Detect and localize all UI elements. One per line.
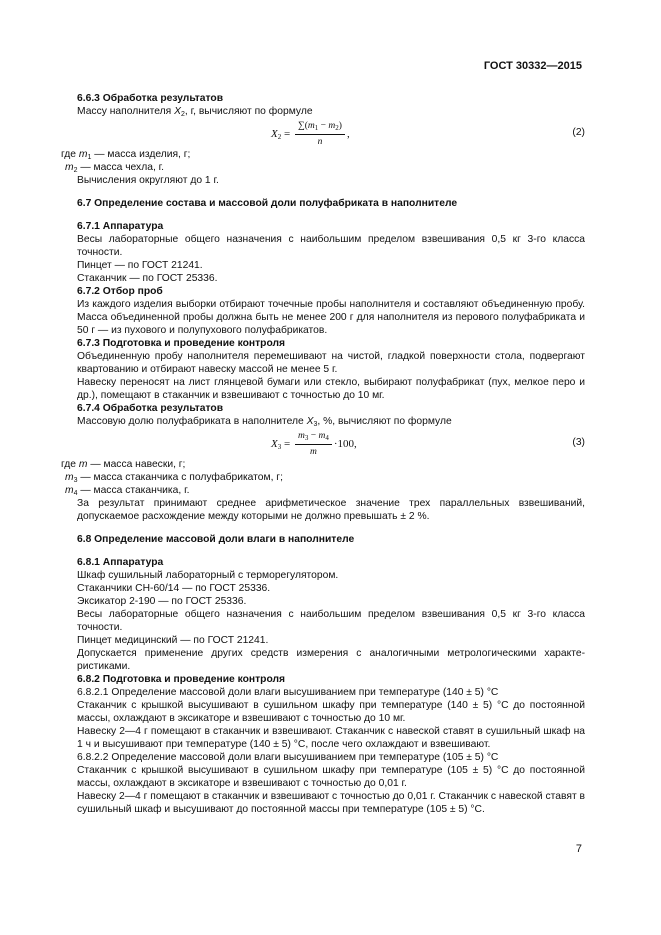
s681-p6: Допускается применение других средств измерения с аналогичными метрологическими характе-ристиками. (77, 648, 585, 672)
s674-where-3: $m_4$ — масса стаканчика, г. (65, 485, 190, 497)
section-title-6-8-1: 6.8.1 Аппаратура (77, 557, 164, 568)
s6821-p2: Навеску 2—4 г помещают в стаканчик и взвешивают. Стаканчик с навеской ставят в сушильный шкаф на 1 ч и высушивают при температуре (140 ± 5) °С, после чего охлаждают и взвешивают. (77, 726, 585, 750)
s672-p1: Из каждого изделия выборки отбирают точечные пробы наполнителя и составляют объединенную пробу. Масса объединенной пробы должна быть не менее 200 г для наполнителя из перового полуфабриката и 50 г — из пухового и полупухового полуфабрикатов. (77, 299, 585, 336)
section-title-6-7: 6.7 Определение состава и массовой доли полуфабриката в наполнителе (77, 198, 458, 209)
s663-where-2: $m_2$ — масса чехла, г. (65, 162, 165, 174)
s681-p4: Весы лабораторные общего назначения с наибольшим пределом взвешивания 0,5 кг 3-го класса точности. (77, 609, 585, 633)
s681-p2: Стаканчики СН-60/14 — по ГОСТ 25336. (77, 583, 271, 594)
s674-where-1: где m — масса навески, г; (61, 459, 186, 470)
s674-intro: Массовую долю полуфабриката в наполнителе $X_3$, %, вычисляют по формуле (77, 416, 452, 428)
s6822-title: 6.8.2.2 Определение массовой доли влаги высушиванием при температуре (105 ± 5) °С (77, 752, 499, 763)
formula-3-number: (3) (572, 437, 585, 448)
section-title-6-7-1: 6.7.1 Аппаратура (77, 221, 164, 232)
document-header: ГОСТ 30332—2015 (483, 60, 582, 72)
s663-where-1: где $m_1$ — масса изделия, г; (61, 149, 191, 161)
formula-2 (77, 118, 585, 148)
s663-intro: Массу наполнителя $X_2$, г, вычисляют по формуле (77, 106, 313, 118)
s674-where-2: $m_3$ — масса стаканчика с полуфабрикатом, г; (65, 472, 283, 484)
formula-2-number: (2) (572, 127, 585, 138)
section-title-6-8: 6.8 Определение массовой доли влаги в наполнителе (77, 534, 355, 545)
s6821-p1: Стаканчик с крышкой высушивают в сушильном шкафу при температуре (140 ± 5) °С до постоянной массы, охлаждают в эксикаторе и взвешивают с точностью до 10 мг. (77, 700, 585, 724)
section-title-6-7-4: 6.7.4 Обработка результатов (77, 403, 224, 414)
s681-p3: Эксикатор 2-190 — по ГОСТ 25336. (77, 596, 247, 607)
s681-p1: Шкаф сушильный лабораторный с терморегулятором. (77, 570, 339, 581)
s674-result: За результат принимают среднее арифметическое значение трех параллельных взвешиваний, допускаемое расхождение между которыми не должно превышать ± 2 %. (77, 498, 585, 522)
s673-p2: Навеску переносят на лист глянцевой бумаги или стекло, выбирают полуфабрикат (пух, мелкое перо и др.), помещают в стаканчик и взвешивают с точностью до 10 мг. (77, 377, 585, 401)
s671-p3: Стаканчик — по ГОСТ 25336. (77, 273, 218, 284)
s6821-title: 6.8.2.1 Определение массовой доли влаги высушиванием при температуре (140 ± 5) °С (77, 687, 499, 698)
page-number: 7 (575, 843, 582, 855)
formula-3 (77, 428, 585, 458)
section-title-6-8-2: 6.8.2 Подготовка и проведение контроля (77, 674, 286, 685)
section-title-6-7-2: 6.7.2 Отбор проб (77, 286, 163, 297)
formula-3-expression: $X_3$ = $\frac{m_3 - m_4}{m}$ ·100, (271, 431, 357, 457)
section-title-6-7-3: 6.7.3 Подготовка и проведение контроля (77, 338, 286, 349)
s663-rounding: Вычисления округляют до 1 г. (77, 175, 219, 186)
document-body (61, 92, 585, 816)
s6822-p1: Стаканчик с крышкой высушивают в сушильном шкафу при температуре (105 ± 5) °С до постоянной массы, охлаждают в эксикаторе и взвешивают с точностью до 0,01 г. (77, 765, 585, 789)
s671-p2: Пинцет — по ГОСТ 21241. (77, 260, 203, 271)
s681-p5: Пинцет медицинский — по ГОСТ 21241. (77, 635, 269, 646)
s6822-p2: Навеску 2—4 г помещают в стаканчик и взвешивают с точностью до 0,01 г. Стаканчик с навеской ставят в сушильный шкаф и высушивают до постоянной массы при температуре (105 ± 5) °С. (77, 791, 585, 815)
s671-p1: Весы лабораторные общего назначения с наибольшим пределом взвешивания 0,5 кг 3-го класса точности. (77, 234, 585, 258)
formula-2-expression: $X_2$ = $\frac{\sum(m_1 - m_2)}{n}$ , (271, 121, 350, 147)
section-title-6-6-3: 6.6.3 Обработка результатов (77, 93, 224, 104)
s673-p1: Объединенную пробу наполнителя перемешивают на чистой, гладкой поверхности стола, подвергают квартованию и отбирают навеску массой не менее 5 г. (77, 351, 585, 375)
